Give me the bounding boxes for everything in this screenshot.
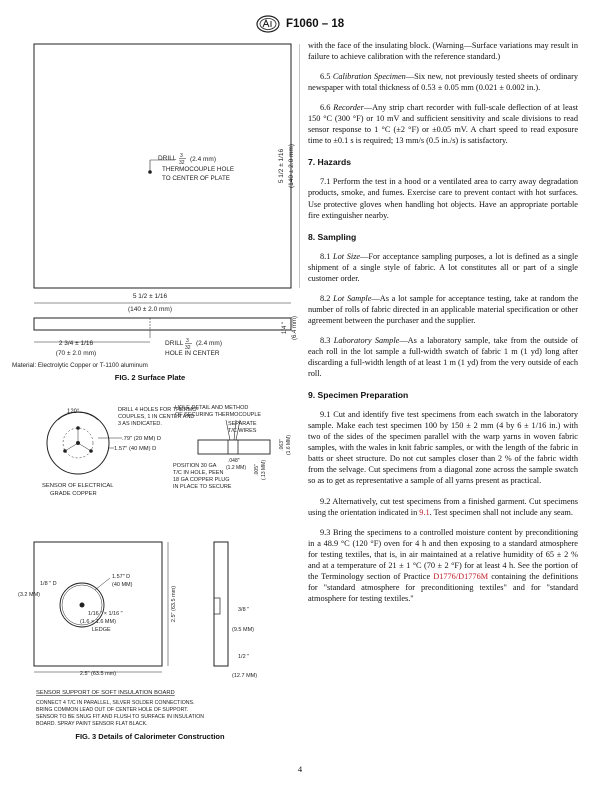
svg-text:CONNECT 4 T/C IN PARALLEL, SIL: CONNECT 4 T/C IN PARALLEL, SILVER SOLDER CONNECTIONS. xyxy=(36,700,195,706)
svg-text:3 AS INDICATED.: 3 AS INDICATED. xyxy=(118,421,162,427)
paragraph-8-3: 8.3 Laboratory Sample—As a laboratory sample, take from the outside of each roll in the lot sample a full-width swatch of fabric 1 m (1 yd) long after discarding a full-width length of at least 1 m (1 yd) from the very outside of each roll. xyxy=(308,335,578,379)
figures-left-column xyxy=(0,0,300,760)
svg-text:(1.2 MM): (1.2 MM) xyxy=(226,465,246,471)
fig2-caption: FIG. 2 Surface Plate xyxy=(114,373,186,382)
svg-text:DRILL 4 HOLES FOR THERMO-: DRILL 4 HOLES FOR THERMO- xyxy=(118,407,199,413)
svg-text:18 GA COPPER PLUG: 18 GA COPPER PLUG xyxy=(173,477,230,483)
insulation-board-side xyxy=(214,542,228,666)
right-column-text xyxy=(308,40,578,613)
svg-text:DRILL: DRILL xyxy=(165,340,184,347)
svg-text:(3.2 MM): (3.2 MM) xyxy=(18,592,40,598)
svg-text:COUPLES, 1 IN CENTER AND: COUPLES, 1 IN CENTER AND xyxy=(118,414,195,420)
svg-text:1/16 " × 1/16 ": 1/16 " × 1/16 " xyxy=(88,611,123,617)
svg-text:32: 32 xyxy=(185,345,191,351)
svg-text:(2.4 mm): (2.4 mm) xyxy=(190,156,216,163)
svg-text:BRING COMMON LEAD OUT OF CENTE: BRING COMMON LEAD OUT OF CENTER HOLE OF SUPPORT. xyxy=(36,707,189,713)
svg-text:.79" (20 MM) D: .79" (20 MM) D xyxy=(122,436,162,442)
paragraph-continuation: with the face of the insulating block. (Warning—Surface variations may result in failure to achieve calibration with the reference standard.) xyxy=(308,41,578,62)
paragraph-6-5: 6.5 Calibration Specimen—Six new, not previously tested sheets of ordinary newspaper with total thickness of 0.53 ± 0.05 mm (0.021 ± 0.002 in.). xyxy=(308,72,579,93)
height-dim-mm: (140 ± 2.0 mm) xyxy=(288,143,295,189)
link-9-1[interactable]: 9.1 xyxy=(419,507,430,517)
paragraph-9-1: 9.1 Cut and identify five test specimens from each swatch in the laboratory sample. Make each test specimen 100 by 150 ± 2 mm (4 by 6 ± 1/16 in.) with two of the sides of the specimen parallel with the warp yarns in woven fabric samples, with the wales in knit fabric samples, or with the length of the fabric in batts or sheet structure. Do not cut samples closer than 2 % of the fabric width from the selvage. Cut specimens from a diagonal zone across the sample swatch so as to get as representative a sample of all yarns present as practical. xyxy=(308,410,578,486)
svg-text:OF SECURING THERMOCOUPLE: OF SECURING THERMOCOUPLE xyxy=(175,412,262,418)
link-d1776[interactable]: D1776/D1776M xyxy=(433,571,489,581)
svg-text:(9.5 MM): (9.5 MM) xyxy=(232,627,254,633)
svg-text:(6.4 mm): (6.4 mm) xyxy=(292,316,298,340)
material-note: Material: Electrolytic Copper or T-1100 aluminum xyxy=(12,362,148,369)
svg-text:32: 32 xyxy=(179,160,185,166)
svg-text:3/8 ": 3/8 " xyxy=(238,607,250,613)
svg-text:1/2 ": 1/2 " xyxy=(238,654,250,660)
hole-detail-block xyxy=(198,440,270,454)
height-dim: 5 1/2 ± 1/16 xyxy=(278,148,285,184)
svg-text:GRADE COPPER: GRADE COPPER xyxy=(50,491,97,497)
paragraph-6-6: 6.6 Recorder—Any strip chart recorder with full-scale deflection of at least 150 °C (300 °F) or 10 mV and sufficient sensitivity and scale divisions to read sensor response to 1 °C (±2 °F) or ±0.05 mV. A chart speed to read exposure time to ±0.1 s is required; 13 mm/s (0.5 in./s) is satisfactory. xyxy=(308,103,578,146)
svg-text:T/C IN HOLE, PEEN: T/C IN HOLE, PEEN xyxy=(173,470,224,476)
page-number: 4 xyxy=(297,764,303,774)
width-dim: 5 1/2 ± 1/16 xyxy=(132,293,168,300)
svg-text:2.5" (63.5 mm): 2.5" (63.5 mm) xyxy=(79,671,117,677)
width-dim-mm: (140 ± 2.0 mm) xyxy=(127,306,173,313)
svg-text:1.57" (40 MM) D: 1.57" (40 MM) D xyxy=(114,446,157,452)
hole-note-1: THERMOCOUPLE HOLE xyxy=(162,166,235,173)
svg-text:1/8 " D: 1/8 " D xyxy=(40,581,57,587)
svg-text:IN PLACE TO SECURE: IN PLACE TO SECURE xyxy=(173,484,232,490)
svg-text:1/4 ": 1/4 " xyxy=(282,321,288,335)
svg-text:(1.6 × 1.6 MM): (1.6 × 1.6 MM) xyxy=(80,619,116,625)
svg-text:1.57" D: 1.57" D xyxy=(112,574,131,580)
angle-label: 120° xyxy=(67,409,80,415)
paragraph-8-1: 8.1 Lot Size—For acceptance sampling purposes, a lot is defined as a single shipment of a single style of fabric. A lot constitutes all or part of a single customer order. xyxy=(308,251,579,283)
svg-text:(12.7 MM): (12.7 MM) xyxy=(232,673,258,679)
svg-text:POSITION 30 GA: POSITION 30 GA xyxy=(173,463,217,469)
section-heading-specimen-preparation: 9. Specimen Preparation xyxy=(308,390,409,401)
svg-text:(70 ± 2.0 mm): (70 ± 2.0 mm) xyxy=(55,350,97,357)
svg-text:(.13 MM): (.13 MM) xyxy=(261,460,267,480)
designation: F1060 – 18 xyxy=(286,18,345,30)
section-heading-hazards: 7. Hazards xyxy=(308,157,351,168)
drill-a-label: DRILL xyxy=(158,155,177,162)
support-title: SENSOR SUPPORT OF SOFT INSULATION BOARD xyxy=(36,690,175,696)
svg-text:.005": .005" xyxy=(254,464,260,476)
svg-text:SENSOR TO BE SNUG FIT AND FLUS: SENSOR TO BE SNUG FIT AND FLUSH TO SURFACE IN INSULATION xyxy=(36,714,205,720)
svg-text:.063": .063" xyxy=(279,439,285,451)
svg-text:LEDGE: LEDGE xyxy=(92,627,111,633)
svg-text:BOARD. SPRAY PAINT SENSOR FLAT: BOARD. SPRAY PAINT SENSOR FLAT BLACK. xyxy=(36,721,148,727)
paragraph-9-2: 9.2 Alternatively, cut test specimens from a finished garment. Cut specimens using the orientation indicated in 9.1. Test specimen shall not include any seam. xyxy=(308,496,578,517)
svg-text:HOLE IN CENTER: HOLE IN CENTER xyxy=(165,350,220,357)
surface-plate-side-view xyxy=(34,318,291,330)
svg-text:HOLE DETAIL AND METHOD: HOLE DETAIL AND METHOD xyxy=(175,405,249,411)
half-dim: 2 3/4 ± 1/16 xyxy=(58,340,94,347)
svg-text:2.5" (63.5 mm): 2.5" (63.5 mm) xyxy=(171,585,177,623)
section-heading-sampling: 8. Sampling xyxy=(308,231,357,242)
svg-text:T/C WIRES: T/C WIRES xyxy=(228,428,257,434)
paragraph-7-1: 7.1 Perform the test in a hood or a ventilated area to carry away degradation products, smoke, and fumes. Exercise care to prevent contact with hot surfaces. Use protective gloves when handling hot objects. Have an appropriate portable fire extinguisher nearby. xyxy=(308,177,578,220)
svg-text:(40 MM): (40 MM) xyxy=(112,582,133,588)
svg-text:(2.4 mm): (2.4 mm) xyxy=(196,340,222,347)
insulation-board xyxy=(34,542,162,666)
svg-text:3: 3 xyxy=(186,338,189,344)
paragraph-8-2: 8.2 Lot Sample—As a lot sample for acceptance testing, take at random the number of rolls of fabric directed in an applicable material specification or other agreement between the purchaser and the supplier. xyxy=(308,293,578,325)
paragraph-9-3: 9.3 Bring the specimens to a controlled moisture content by preconditioning in a 48.9 °C (120 °F) oven for 4 h and then exposing to a standard atmosphere for testing textiles, that is, in air maintained at a relative humidity of 65 ± 2 % and at a temperature of 21 ± 1 °C (70 ± 2 °F) for at least 4 h. See the portion of the Terminology section of Practice D1776/D1776M containing the definitions for "standard atmosphere for preconditioning textiles" and for "standard atmosphere for testing textiles." xyxy=(308,527,578,603)
fig3-caption: FIG. 3 Details of Calorimeter Construction xyxy=(75,732,225,741)
svg-text:3: 3 xyxy=(180,153,183,159)
svg-text:.048": .048" xyxy=(228,458,240,464)
svg-text:SENSOR OF ELECTRICAL: SENSOR OF ELECTRICAL xyxy=(42,483,114,489)
svg-text:SEPARATE: SEPARATE xyxy=(228,421,257,427)
svg-text:(1.6 MM): (1.6 MM) xyxy=(286,435,292,455)
hole-note-2: TO CENTER OF PLATE xyxy=(162,175,230,182)
